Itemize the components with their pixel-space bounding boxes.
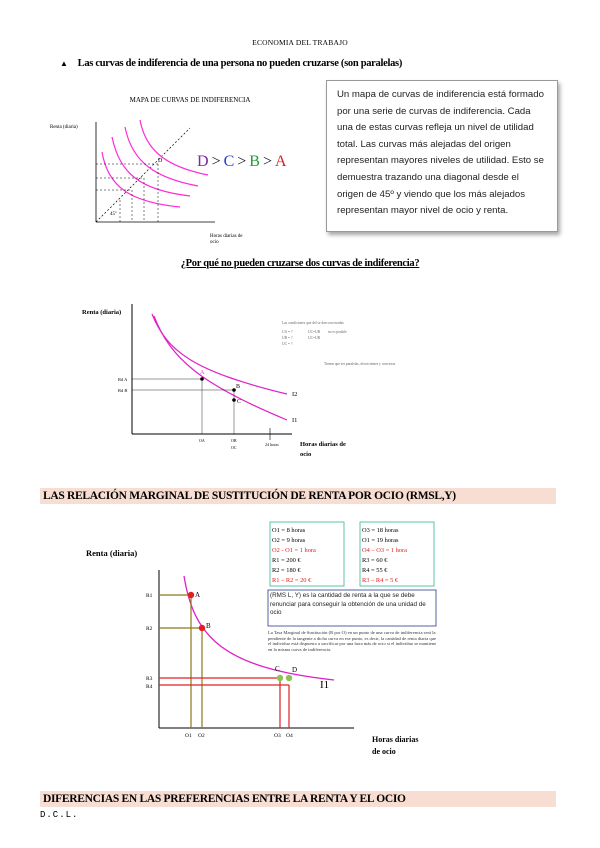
svg-text:O3: O3 [274, 733, 281, 739]
figure2-point-c [232, 398, 236, 402]
figure1-title: MAPA DE CURVAS DE INDIFERENCIA [129, 96, 251, 104]
crossing-curves-figure [82, 296, 396, 466]
figure2-xlabel-1: Horas diarias de [300, 441, 346, 448]
svg-text:O3 = 18 horas: O3 = 18 horas [362, 527, 399, 534]
svg-text:R4: R4 [146, 684, 153, 690]
figure3-xlabel-2: de ocio [372, 747, 396, 756]
svg-text:UC = ?: UC = ? [282, 342, 293, 346]
svg-text:B: B [236, 384, 241, 390]
angle-45-label: 45º [110, 212, 117, 217]
svg-text:Las condiciones que del se dan: Las condiciones que del se dan son erradas [282, 321, 344, 325]
utility-ordering: D > C > B > A [197, 153, 287, 170]
document-header: ECONOMIA DEL TRABAJO [252, 38, 348, 47]
question-title: ¿Por qué no pueden cruzarse dos curvas de indiferencia? [180, 258, 420, 269]
definition-text: (RMS L, Y) es la cantidad de renta a la que se debe renunciar para conseguir la obtención de una unidad de ocio [270, 592, 426, 617]
svg-text:R1 – R2 = 20 €: R1 – R2 = 20 € [272, 577, 312, 584]
svg-text:O4: O4 [286, 733, 293, 739]
svg-text:UA = ?: UA = ? [282, 330, 293, 334]
svg-text:C: C [275, 665, 280, 673]
svg-text:UC=UB: UC=UB [308, 330, 321, 334]
indifference-map-callout: Un mapa de curvas de indiferencia está formado por una serie de curvas de indiferencia. Cada una de estas curvas refleja un nivel de utilidad total. Las curvas más alejadas del origen representan mayores niveles de utilidad. Esto se demuestra trazando una diagonal desde el origen de 45º y viendo que los más alejados representan mayor nivel de ocio y renta. [326, 80, 558, 232]
svg-text:O2: O2 [198, 733, 205, 739]
svg-text:R4 = 55 €: R4 = 55 € [362, 567, 388, 574]
figure3-xlabel-1: Horas diarias [372, 735, 419, 744]
section-title-preferences: DIFERENCIAS EN LAS PREFERENCIAS ENTRE LA RENTA Y EL OCIO [40, 791, 556, 807]
figure2-xlabel-2: ocio [300, 451, 312, 458]
figure3-ylabel: Renta (diaria) [86, 548, 138, 558]
label-i2: I2 [292, 391, 298, 398]
label-i1: I1 [292, 417, 298, 424]
svg-text:R3 – R4 = 5 €: R3 – R4 = 5 € [362, 577, 399, 584]
figure2-point-a [200, 377, 204, 381]
indifference-map-figure [40, 82, 287, 252]
svg-text:O1 = 19 horas: O1 = 19 horas [362, 537, 399, 544]
svg-text:R1: R1 [146, 593, 153, 599]
curve-i1 [154, 316, 287, 420]
figure1-point-d: D [158, 158, 163, 164]
svg-text:UB = ?: UB = ? [282, 336, 293, 340]
curve-i2 [152, 314, 287, 394]
svg-text:R2 = 180 €: R2 = 180 € [272, 567, 301, 574]
label-rda: Rd A [118, 377, 128, 382]
ordering-d: D [197, 153, 209, 170]
svg-text:C: C [237, 399, 242, 405]
ordering-b: B [249, 153, 260, 170]
svg-text:D: D [292, 666, 298, 674]
svg-text:OA: OA [199, 438, 205, 443]
figure2-notes [282, 321, 396, 367]
svg-text:R1 = 200 €: R1 = 200 € [272, 557, 301, 564]
bullet-text: Las curvas de indiferencia de una persona no pueden cruzarse (son paralelas) [77, 58, 403, 69]
figure2-ylabel: Renta (diaria) [82, 309, 122, 316]
svg-text:UC=UB: UC=UB [308, 336, 321, 340]
figure1-ylabel: Renta (diaria) [50, 125, 78, 130]
triangle-bullet-icon: ▲ [60, 59, 68, 68]
figure3-point-b [199, 625, 205, 631]
svg-text:R3 = 60 €: R3 = 60 € [362, 557, 388, 564]
svg-text:O2 - O1 = 1 hora: O2 - O1 = 1 hora [272, 547, 316, 554]
svg-text:A: A [200, 370, 205, 376]
svg-text:O1: O1 [185, 733, 192, 739]
ordering-c: C [223, 153, 235, 170]
figure1-xlabel-1: Horas diarias de [210, 234, 243, 239]
svg-text:B: B [206, 622, 211, 630]
svg-text:R2: R2 [146, 626, 153, 632]
rms-small-text: La Tasa Marginal de Sustitución (R por O) en un punto de una curva de indiferencia será la pendiente de la tangente a dicha curva en ese punto, es decir, la cantidad de renta diaria que el individuo está dispuesto a sacrificar por una hora más de ocio si el individuo se mantiene en la misma curva de indiferencia. [268, 630, 437, 652]
svg-text:O1 = 8 horas: O1 = 8 horas [272, 527, 306, 534]
svg-text:OC: OC [231, 445, 237, 450]
svg-text:24 horas: 24 horas [265, 442, 279, 447]
svg-text:OB: OB [231, 438, 237, 443]
svg-text:O2 = 9 horas: O2 = 9 horas [272, 537, 306, 544]
ordering-a: A [275, 153, 287, 170]
svg-text:O4 – O3 = 1 hora: O4 – O3 = 1 hora [362, 547, 407, 554]
rms-figure [84, 518, 444, 838]
label-i1: I1 [320, 679, 330, 691]
svg-text:A: A [195, 591, 201, 599]
dcl-label: D.C.L. [40, 810, 79, 820]
svg-text:no es posible: no es posible [328, 330, 347, 334]
svg-text:Tienen que ser paralelas, decr: Tienen que ser paralelas, decrecientes y convexas [324, 362, 396, 366]
bullet-line [60, 58, 402, 69]
figure1-xlabel-2: ocio [210, 240, 219, 245]
label-rdb: Rd B [118, 388, 128, 393]
svg-text:R3: R3 [146, 676, 153, 682]
figure3-point-a [188, 592, 194, 598]
section-title-rms: LAS RELACIÓN MARGINAL DE SUSTITUCIÓN DE RENTA POR OCIO (RMSL,Y) [40, 488, 556, 504]
